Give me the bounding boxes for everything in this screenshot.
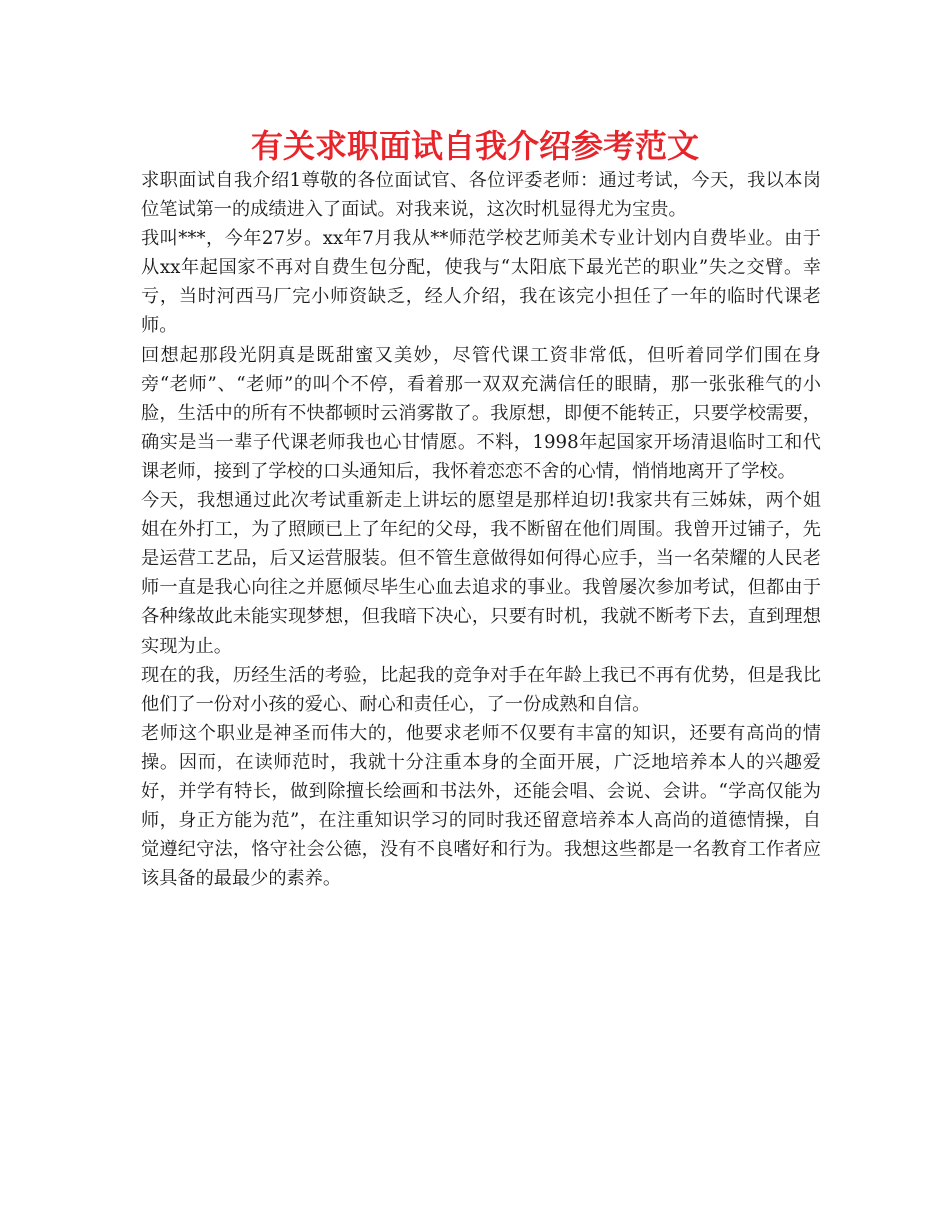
document-title: 有关求职面试自我介绍参考范文 — [250, 127, 699, 165]
paragraph-6: 老师这个职业是神圣而伟大的，他要求老师不仅要有丰富的知识，还要有高尚的情操。因而，在读师范时，我就十分注重本身的全面开展，广泛地培养本人的兴趣爱好，并学有特长，做到除擅长绘画和书法外，还能会唱、会说、会讲。“学高仅能为师，身正方能为范”，在注重知识学习的同时我还留意培养本人高尚的道德情操，自觉遵纪守法，恪守社会公德，没有不良嗜好和行为。我想这些都是一名教育工作者应该具备的最最少的素养。 — [141, 722, 821, 890]
document-body — [141, 166, 821, 893]
paragraph-3: 回想起那段光阴真是既甜蜜又美妙，尽管代课工资非常低，但听着同学们围在身旁“老师”、“老师”的叫个不停，看着那一双双充满信任的眼睛，那一张张稚气的小脸，生活中的所有不快都顿时云消雾散了。我原想，即便不能转正，只要学校需要，确实是当一辈子代课老师我也心甘情愿。不料，1998年起国家开场清退临时工和代课老师，接到了学校的口头通知后，我怀着恋恋不舍的心情，悄悄地离开了学校。 — [141, 344, 821, 482]
paragraph-1: 求职面试自我介绍1尊敬的各位面试官、各位评委老师：通过考试，今天，我以本岗位笔试第一的成绩进入了面试。对我来说，这次时机显得尤为宝贵。 — [141, 170, 821, 221]
paragraph-2: 我叫***，今年27岁。xx年7月我从**师范学校艺师美术专业计划内自费毕业。由于从xx年起国家不再对自费生包分配，使我与“太阳底下最光芒的职业”失之交臂。幸亏，当时河西马厂完小师资缺乏，经人介绍，我在该完小担任了一年的临时代课老师。 — [141, 228, 821, 337]
paragraph-5: 现在的我，历经生活的考验，比起我的竞争对手在年龄上我已不再有优势，但是我比他们了一份对小孩的爱心、耐心和责任心，了一份成熟和自信。 — [141, 664, 821, 715]
paragraph-4: 今天，我想通过此次考试重新走上讲坛的愿望是那样迫切!我家共有三姊妹，两个姐姐在外打工，为了照顾已上了年纪的父母，我不断留在他们周围。我曾开过铺子，先是运营工艺品，后又运营服装。但不管生意做得如何得心应手，当一名荣耀的人民老师一直是我心向往之并愿倾尽毕生心血去追求的事业。我曾屡次参加考试，但都由于各种缘故此未能实现梦想，但我暗下决心，只要有时机，我就不断考下去，直到理想实现为止。 — [141, 490, 821, 657]
